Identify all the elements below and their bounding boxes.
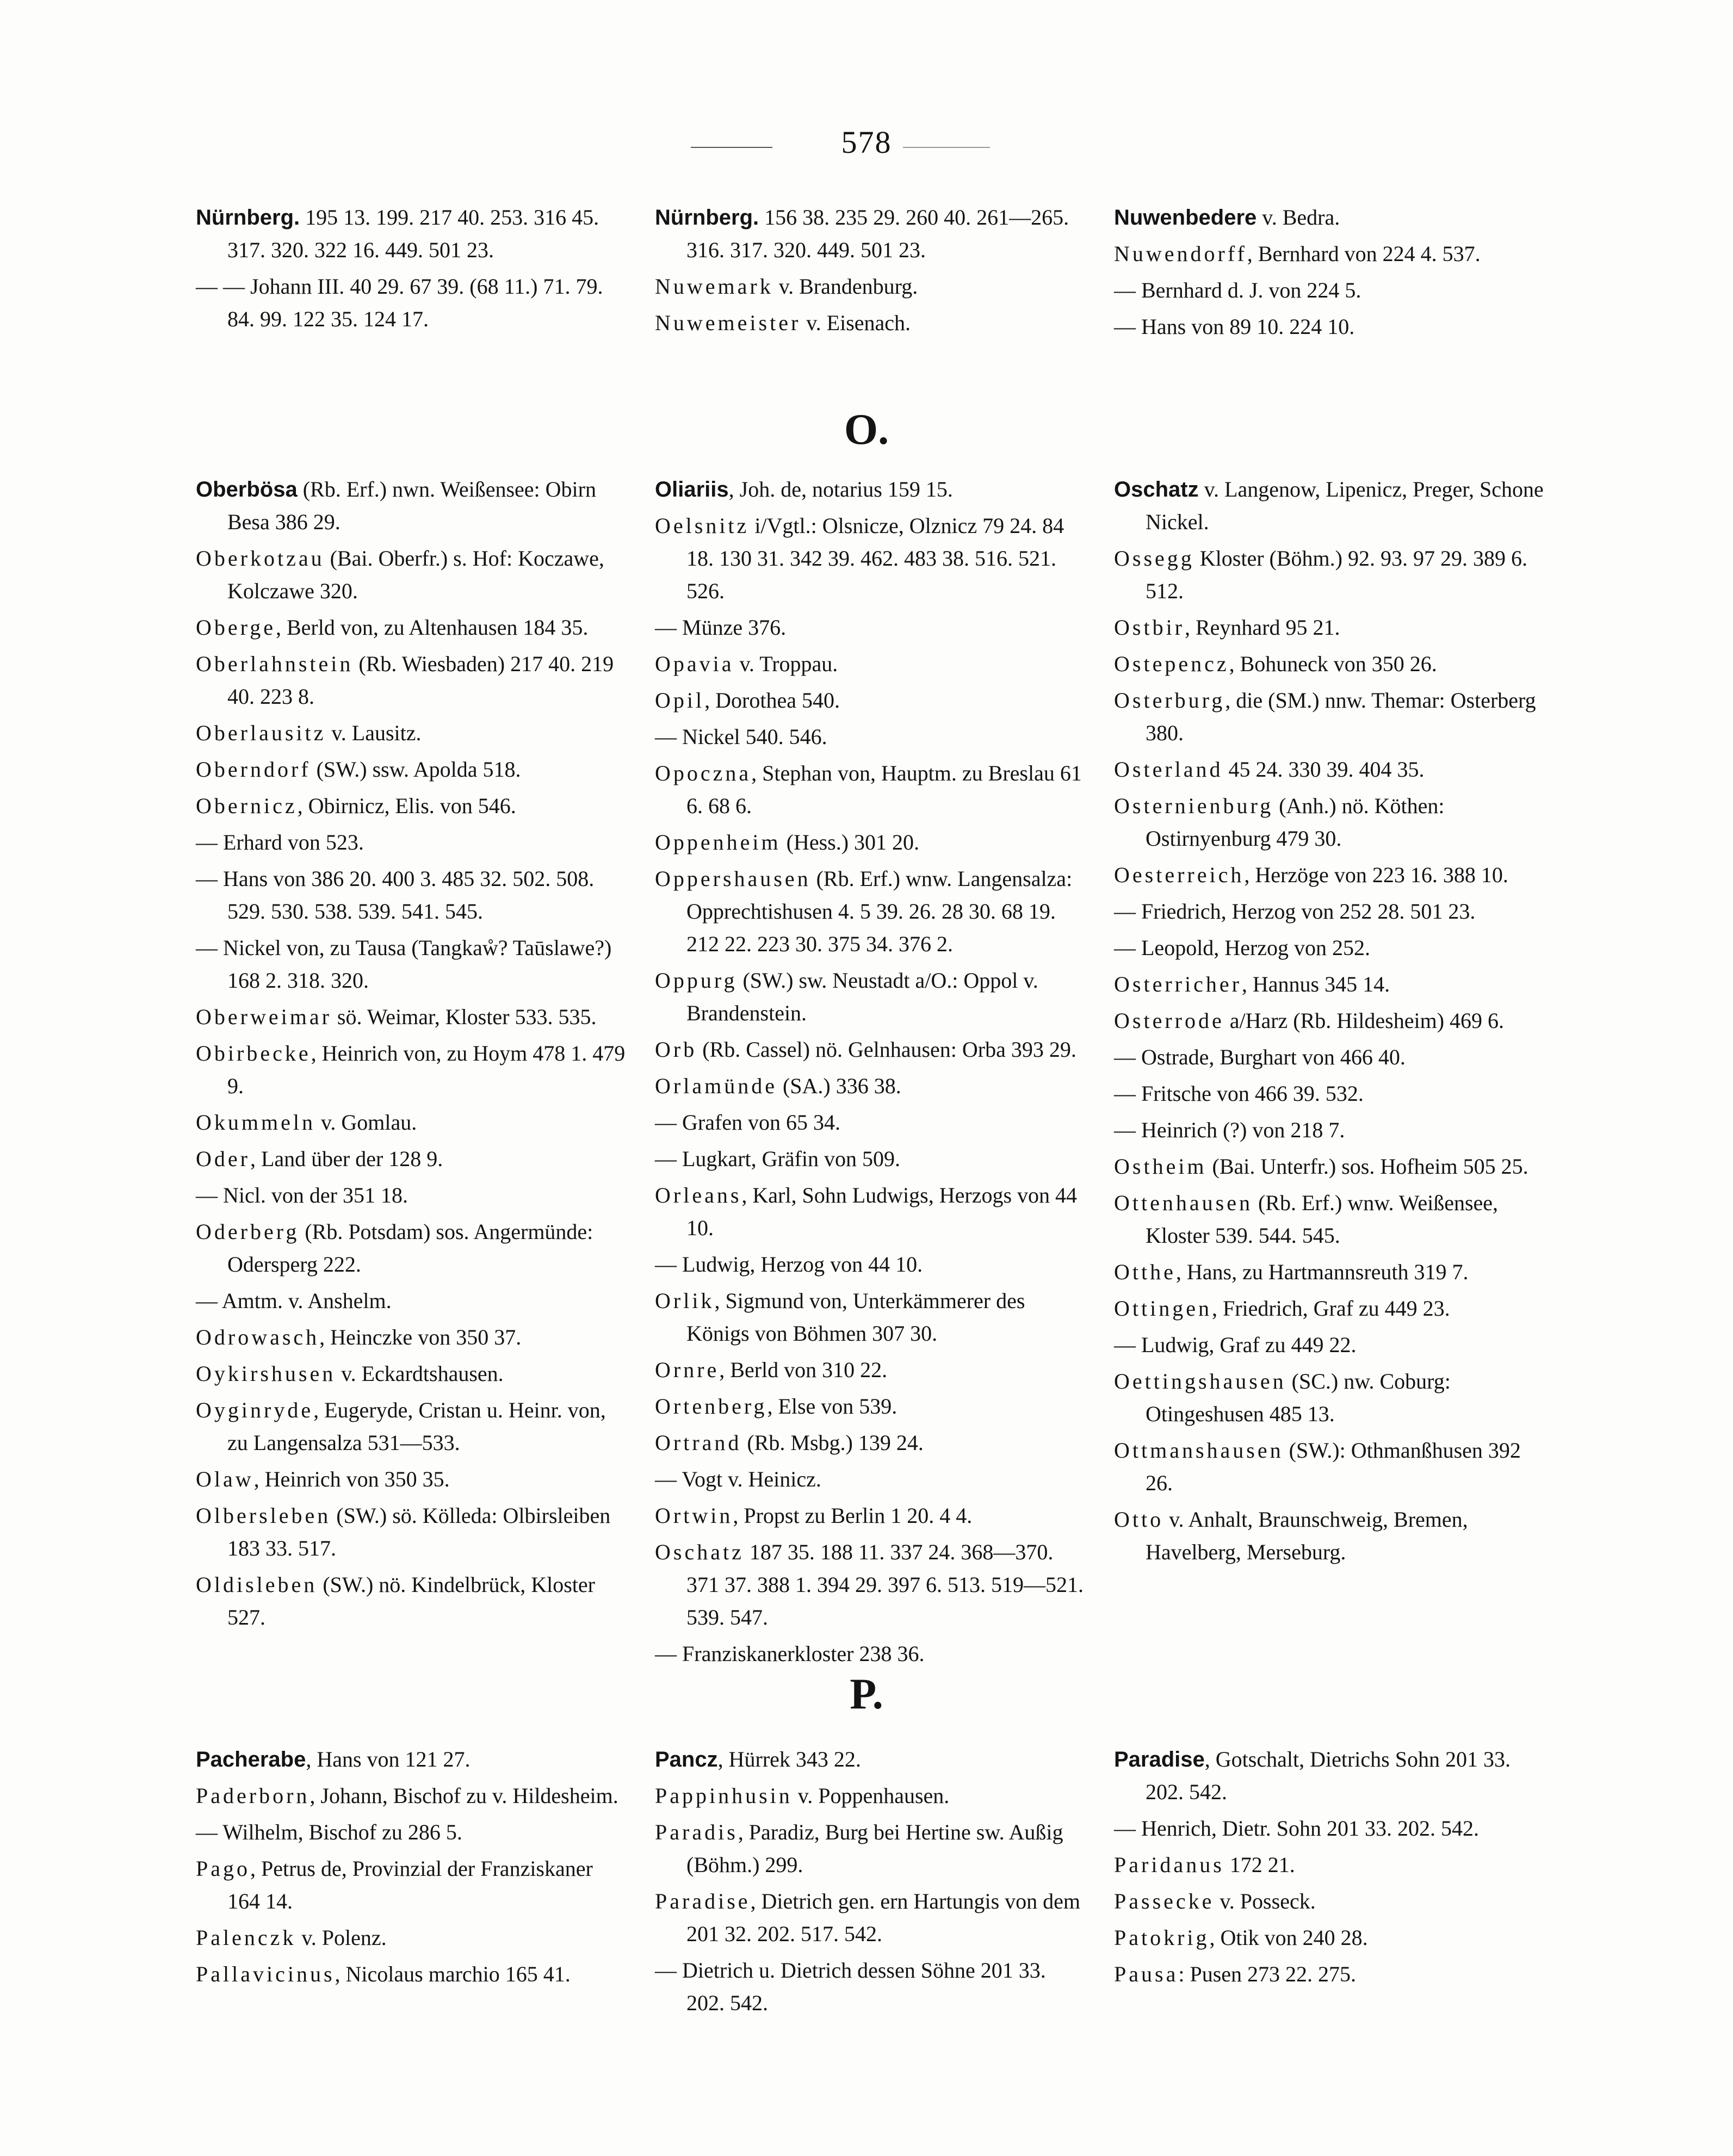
entry-headword: Osterrode (1114, 1008, 1224, 1033)
entry-headword: Opoczna (655, 761, 752, 785)
entry-text: — Henrich, Dietr. Sohn 201 33. 202. 542. (1114, 1816, 1480, 1841)
entry-text: — Heinrich (?) von 218 7. (1114, 1118, 1345, 1142)
index-entry (655, 1033, 1085, 1066)
index-entry (655, 863, 1085, 961)
entry-text: v. Eckardtshausen. (336, 1361, 504, 1386)
entry-text: (SA.) 336 38. (777, 1074, 901, 1098)
index-entry (1114, 611, 1544, 644)
entry-text: (Rb. Erf.) wnw. Langensalza: Opprechtishusen 4. 5 39. 26. 28 30. 68 19. 212 22. 223 30. 375 34. 376 2. (686, 866, 1073, 956)
index-entry (655, 510, 1085, 608)
entry-headword: Oelsnitz (655, 513, 750, 538)
entry-headword: Nuwemark (655, 274, 773, 299)
entry-headword: Patokrig (1114, 1925, 1210, 1950)
entry-text: v. Langenow, Lipenicz, Preger, Schone Nickel. (1146, 477, 1544, 534)
index-entry (1114, 1849, 1544, 1881)
index-entry (196, 611, 626, 644)
column-middle (655, 1743, 1085, 2023)
entry-headword: Pago (196, 1856, 250, 1881)
index-entry (196, 270, 626, 336)
index-entry (196, 1569, 626, 1634)
entry-headword: Oppenheim (655, 830, 781, 854)
index-entry (196, 790, 626, 822)
entry-text: — Grafen von 65 34. (655, 1110, 841, 1135)
entry-text: , Otik von 240 28. (1209, 1925, 1368, 1950)
entry-text: — Dietrich u. Dietrich dessen Söhne 201 33. 202. 542. (655, 1958, 1046, 2015)
index-entry (196, 1179, 626, 1212)
entry-headword: Osternienburg (1114, 794, 1274, 818)
index-entry (196, 1358, 626, 1390)
index-entry (1114, 1077, 1544, 1110)
index-entry (655, 1780, 1085, 1812)
index-entry (196, 648, 626, 713)
index-entry (1114, 274, 1544, 307)
entry-text: — Ostrade, Burghart von 466 40. (1114, 1045, 1406, 1069)
entry-headword: Paradise (1114, 1748, 1205, 1771)
entry-text: , Else von 539. (767, 1394, 898, 1418)
entry-headword: Pausa (1114, 1962, 1179, 1986)
entry-text: , Heinrich von, zu Hoym 478 1. 479 9. (227, 1041, 626, 1098)
index-entry (196, 753, 626, 786)
column-right (1114, 201, 1544, 347)
index-entry (655, 1638, 1085, 1670)
entry-headword: Oder (196, 1147, 250, 1171)
entry-headword: Opavia (655, 652, 734, 676)
page-number: 578 (841, 125, 892, 160)
entry-headword: Ostheim (1114, 1154, 1207, 1179)
entry-headword: Orb (655, 1037, 697, 1062)
entry-text: — Leopold, Herzog von 252. (1114, 935, 1371, 960)
entry-text: , Paradiz, Burg bei Hertine sw. Außig (Böhm.) 299. (686, 1820, 1063, 1877)
entry-headword: Otto (1114, 1507, 1164, 1532)
index-entry (655, 1427, 1085, 1459)
index-entry (655, 473, 1085, 506)
entry-text: : Pusen 273 22. 275. (1178, 1962, 1357, 1986)
entry-text: (SW.) sö. Kölleda: Olbirsleiben 183 33. 517. (227, 1503, 611, 1560)
entry-text: (Bai. Oberfr.) s. Hof: Koczawe, Kolczawe 320. (227, 546, 604, 603)
entry-text: v. Brandenburg. (773, 274, 918, 299)
entry-headword: Obernicz (196, 794, 298, 818)
index-entry (196, 826, 626, 859)
index-entry (196, 1037, 626, 1102)
index-entry (1114, 1329, 1544, 1361)
entry-text: (Rb. Cassel) nö. Gelnhausen: Orba 393 29. (697, 1037, 1076, 1062)
entry-text: — Amtm. v. Anshelm. (196, 1288, 392, 1313)
entry-text: — — Johann III. 40 29. 67 39. (68 11.) 71. 79. 84. 99. 122 35. 124 17. (196, 274, 603, 331)
index-entry (196, 1394, 626, 1459)
index-entry (655, 1500, 1085, 1532)
entry-headword: Oettingshausen (1114, 1369, 1286, 1393)
index-entry (1114, 201, 1544, 234)
entry-headword: Orlik (655, 1288, 715, 1313)
entry-text: , Dietrich gen. ern Hartungis von dem 201 32. 202. 517. 542. (686, 1889, 1081, 1946)
entry-headword: Osterland (1114, 757, 1223, 782)
entry-text: v. Poppenhausen. (792, 1783, 950, 1808)
entry-headword: Oschatz (655, 1540, 744, 1564)
column-left (196, 201, 626, 347)
index-entry (655, 1248, 1085, 1281)
entry-text: v. Troppau. (734, 652, 838, 676)
index-entry (1114, 1292, 1544, 1325)
column-middle (655, 473, 1085, 1674)
entry-text: 187 35. 188 11. 337 24. 368—370. 371 37. 388 1. 394 29. 397 6. 513. 519—521. 539. 547. (686, 1540, 1084, 1630)
entry-text: (SW.) nö. Kindelbrück, Kloster 527. (227, 1572, 595, 1630)
entry-text: 172 21. (1224, 1853, 1295, 1877)
entry-headword: Nuwemeister (655, 311, 801, 335)
column-right (1114, 473, 1544, 1674)
entry-headword: Nürnberg. (196, 206, 300, 230)
entry-headword: Ornre (655, 1358, 720, 1382)
index-entry (655, 1390, 1085, 1423)
entry-headword: Pallavicinus (196, 1962, 335, 1986)
entry-text: — Vogt v. Heinicz. (655, 1467, 821, 1491)
entry-text: v. Lausitz. (326, 721, 422, 745)
entry-headword: Oppurg (655, 968, 738, 993)
entry-headword: Opil (655, 688, 705, 713)
entry-text: , Sigmund von, Unterkämmerer des Königs von Böhmen 307 30. (686, 1288, 1025, 1346)
entry-text: , die (SM.) nnw. Themar: Osterberg 380. (1146, 688, 1536, 745)
entry-text: , Dorothea 540. (704, 688, 840, 713)
entry-text: , Reynhard 95 21. (1185, 615, 1340, 640)
index-entry (196, 542, 626, 608)
entry-text: , Obirnicz, Elis. von 546. (297, 794, 516, 818)
entry-headword: Nürnberg. (655, 206, 759, 230)
column-middle (655, 201, 1085, 347)
index-entry (1114, 1256, 1544, 1288)
entry-headword: Pappinhusin (655, 1783, 793, 1808)
index-entry (655, 684, 1085, 717)
index-entry (655, 1463, 1085, 1496)
entry-headword: Pancz (655, 1748, 718, 1771)
entry-headword: Oberlausitz (196, 721, 326, 745)
entry-text: , Stephan von, Hauptm. zu Breslau 61 6. 68 6. (686, 761, 1082, 818)
entry-text: , Johann, Bischof zu v. Hildesheim. (310, 1783, 618, 1808)
entry-text: — Nickel 540. 546. (655, 724, 827, 749)
entry-text: — Bernhard d. J. von 224 5. (1114, 278, 1361, 302)
entry-text: , Friedrich, Graf zu 449 23. (1211, 1296, 1450, 1321)
index-entry (655, 1070, 1085, 1102)
entry-headword: Pacherabe (196, 1748, 306, 1771)
entry-text: — Friedrich, Herzog von 252 28. 501 23. (1114, 899, 1476, 924)
index-entry (655, 826, 1085, 859)
entry-text: v. Posseck. (1214, 1889, 1316, 1913)
index-entry (1114, 311, 1544, 343)
index-entry (1114, 1150, 1544, 1183)
index-entry (655, 964, 1085, 1030)
entry-headword: Oliariis (655, 478, 729, 501)
entry-text: v. Polenz. (296, 1925, 387, 1950)
index-entry (655, 1816, 1085, 1881)
entry-text: — Nickel von, zu Tausa (Tangkaẘ? Taūslawe?) 168 2. 318. 320. (196, 935, 612, 993)
entry-text: — Ludwig, Herzog von 44 10. (655, 1252, 923, 1277)
entry-headword: Ortwin (655, 1503, 733, 1528)
entry-text: , Hannus 345 14. (1241, 972, 1390, 996)
index-entry (196, 932, 626, 997)
index-entry (1114, 238, 1544, 270)
entry-headword: Oschatz (1114, 478, 1199, 501)
entry-text: — Wilhelm, Bischof zu 286 5. (196, 1820, 462, 1844)
entry-headword: Oykirshusen (196, 1361, 336, 1386)
entry-headword: Paradise (655, 1889, 751, 1913)
entry-text: — Fritsche von 466 39. 532. (1114, 1081, 1364, 1106)
entry-text: sö. Weimar, Kloster 533. 535. (331, 1005, 597, 1029)
entry-text: (SW.) sw. Neustadt a/O.: Oppol v. Brandenstein. (686, 968, 1038, 1025)
section-letter-o: O. (844, 406, 889, 454)
index-entry (655, 1743, 1085, 1776)
entry-headword: Olbersleben (196, 1503, 331, 1528)
index-entry (655, 270, 1085, 303)
index-entry (196, 1922, 626, 1954)
index-entry (1114, 542, 1544, 608)
index-entry (196, 1958, 626, 1991)
entry-text: (Rb. Erf.) wnw. Weißensee, Kloster 539. 544. 545. (1146, 1191, 1499, 1248)
entry-text: , Propst zu Berlin 1 20. 4 4. (733, 1503, 973, 1528)
header-rule-right (903, 147, 990, 148)
index-entry (655, 1143, 1085, 1175)
index-entry (655, 1536, 1085, 1634)
index-entry (1114, 790, 1544, 855)
index-entry (196, 1001, 626, 1033)
entry-text: (Bai. Unterfr.) sos. Hofheim 505 25. (1206, 1154, 1528, 1179)
index-entry (1114, 1812, 1544, 1845)
entry-headword: Oesterreich (1114, 863, 1245, 887)
index-entry (1114, 1365, 1544, 1430)
entry-headword: Ostbir (1114, 615, 1185, 640)
entry-text: 45 24. 330 39. 404 35. (1223, 757, 1425, 782)
entry-headword: Ottingen (1114, 1296, 1212, 1321)
entry-text: v. Bedra. (1257, 205, 1340, 230)
entry-headword: Orlamünde (655, 1074, 777, 1098)
column-left (196, 473, 626, 1674)
entry-headword: Paderborn (196, 1783, 310, 1808)
entry-headword: Oberndorf (196, 757, 311, 782)
entry-text: , Eugeryde, Cristan u. Heinr. von, zu Langensalza 531—533. (227, 1398, 606, 1455)
entry-text: — Hans von 89 10. 224 10. (1114, 314, 1355, 339)
entry-text: , Berld von, zu Altenhausen 184 35. (276, 615, 589, 640)
entry-text: (SC.) nw. Coburg: Otingeshusen 485 13. (1146, 1369, 1451, 1426)
entry-text: v. Anhalt, Braunschweig, Bremen, Havelberg, Merseburg. (1146, 1507, 1468, 1564)
entry-text: Kloster (Böhm.) 92. 93. 97 29. 389 6. 512. (1146, 546, 1527, 603)
index-entry (196, 1321, 626, 1354)
entry-text: 195 13. 199. 217 40. 253. 316 45. 317. 320. 322 16. 449. 501 23. (227, 205, 599, 262)
section-nu (196, 201, 1544, 347)
index-entry (655, 721, 1085, 753)
entry-headword: Osterricher (1114, 972, 1242, 996)
column-left (196, 1743, 626, 2023)
index-entry (655, 648, 1085, 680)
entry-text: , Nicolaus marchio 165 41. (335, 1962, 571, 1986)
index-entry (655, 1954, 1085, 2019)
index-entry (655, 1885, 1085, 1950)
index-entry (196, 1780, 626, 1812)
entry-text: , Bernhard von 224 4. 537. (1247, 241, 1481, 266)
entry-headword: Nuwendorff (1114, 241, 1247, 266)
entry-headword: Oyginryde (196, 1398, 314, 1422)
entry-headword: Ortenberg (655, 1394, 768, 1418)
entry-headword: Oppershausen (655, 866, 811, 891)
entry-headword: Oderberg (196, 1219, 300, 1244)
entry-text: 156 38. 235 29. 260 40. 261—265. 316. 317. 320. 449. 501 23. (686, 205, 1069, 262)
entry-text: — Lugkart, Gräfin von 509. (655, 1147, 901, 1171)
index-entry (196, 473, 626, 538)
entry-text: , Karl, Sohn Ludwigs, Herzogs von 44 10. (686, 1183, 1078, 1240)
index-entry (1114, 895, 1544, 928)
entry-headword: Paradis (655, 1820, 738, 1844)
index-entry (196, 1285, 626, 1317)
section-o (196, 473, 1544, 1674)
entry-headword: Ostepencz (1114, 652, 1229, 676)
entry-headword: Okummeln (196, 1110, 315, 1135)
entry-text: , Bohuneck von 350 26. (1229, 652, 1437, 676)
index-entry (1114, 1005, 1544, 1037)
entry-text: , Land über der 128 9. (250, 1147, 443, 1171)
entry-headword: Oberlahnstein (196, 652, 354, 676)
entry-text: — Hans von 386 20. 400 3. 485 32. 502. 508. 529. 530. 538. 539. 541. 545. (196, 866, 595, 924)
index-entry (655, 307, 1085, 339)
entry-headword: Otthe (1114, 1260, 1176, 1284)
entry-text: , Heinczke von 350 37. (319, 1325, 522, 1349)
entry-text: v. Gomlau. (315, 1110, 417, 1135)
index-entry (1114, 473, 1544, 538)
entry-headword: Osterburg (1114, 688, 1226, 713)
index-entry (196, 1463, 626, 1496)
entry-headword: Obirbecke (196, 1041, 311, 1065)
index-entry (196, 1853, 626, 1918)
entry-text: (SW.): Othmanßhusen 392 26. (1146, 1438, 1521, 1495)
index-entry (1114, 1503, 1544, 1569)
entry-headword: Ottmanshausen (1114, 1438, 1284, 1463)
index-entry (655, 201, 1085, 267)
entry-text: v. Eisenach. (801, 311, 911, 335)
index-entry (1114, 859, 1544, 891)
entry-text: (Anh.) nö. Köthen: Ostirnyenburg 479 30. (1146, 794, 1445, 851)
entry-text: (Hess.) 301 20. (781, 830, 920, 854)
entry-headword: Oberge (196, 615, 276, 640)
column-right (1114, 1743, 1544, 2023)
entry-text: i/Vgtl.: Olsnicze, Olznicz 79 24. 84 18. 130 31. 342 39. 462. 483 38. 516. 521. 526. (686, 513, 1064, 603)
entry-text: , Hans, zu Hartmannsreuth 319 7. (1175, 1260, 1469, 1284)
index-entry (196, 1816, 626, 1849)
index-entry (655, 1285, 1085, 1350)
index-entry (655, 757, 1085, 822)
index-entry (1114, 968, 1544, 1001)
entry-headword: Oberweimar (196, 1005, 332, 1029)
entry-headword: Nuwenbedere (1114, 206, 1257, 230)
entry-text: (SW.) ssw. Apolda 518. (311, 757, 521, 782)
index-entry (196, 1500, 626, 1565)
index-entry (655, 1354, 1085, 1386)
index-entry (196, 1143, 626, 1175)
entry-text: (Rb. Erf.) nwn. Weißensee: Obirn Besa 386 29. (227, 477, 596, 534)
index-entry (1114, 1187, 1544, 1252)
entry-text: a/Harz (Rb. Hildesheim) 469 6. (1224, 1008, 1505, 1033)
entry-text: , Joh. de, notarius 159 15. (728, 477, 953, 501)
entry-headword: Palenczk (196, 1925, 296, 1950)
section-p (196, 1743, 1544, 2023)
entry-text: — Erhard von 523. (196, 830, 364, 854)
index-entry (196, 1743, 626, 1776)
index-entry (196, 863, 626, 928)
index-entry (196, 717, 626, 749)
index-entry (1114, 1743, 1544, 1808)
entry-headword: Odrowasch (196, 1325, 320, 1349)
entry-headword: Oldisleben (196, 1572, 318, 1597)
entry-text: — Nicl. von der 351 18. (196, 1183, 408, 1207)
index-entry (1114, 1958, 1544, 1991)
entry-headword: Ortrand (655, 1430, 742, 1455)
index-entry (196, 1216, 626, 1281)
index-entry (196, 1106, 626, 1139)
index-entry (1114, 1041, 1544, 1074)
entry-text: , Hans von 121 27. (306, 1747, 471, 1771)
entry-text: (Rb. Wiesbaden) 217 40. 219 40. 223 8. (227, 652, 614, 709)
entry-headword: Oberkotzau (196, 546, 325, 571)
entry-text: — Münze 376. (655, 615, 787, 640)
index-entry (1114, 1885, 1544, 1918)
index-entry (655, 1179, 1085, 1244)
index-entry (1114, 932, 1544, 964)
entry-headword: Passecke (1114, 1889, 1215, 1913)
section-letter-p: P. (850, 1670, 883, 1718)
entry-headword: Oberbösa (196, 478, 298, 501)
entry-text: , Heinrich von 350 35. (253, 1467, 450, 1491)
entry-text: , Hürrek 343 22. (717, 1747, 861, 1771)
index-entry (1114, 648, 1544, 680)
entry-headword: Orleans (655, 1183, 742, 1207)
entry-headword: Ossegg (1114, 546, 1194, 571)
entry-text: , Petrus de, Provinzial der Franziskaner 164 14. (227, 1856, 593, 1913)
entry-text: , Berld von 310 22. (719, 1358, 888, 1382)
index-entry (196, 201, 626, 267)
index-entry (655, 1106, 1085, 1139)
entry-text: , Herzöge von 223 16. 388 10. (1244, 863, 1508, 887)
index-entry (1114, 1922, 1544, 1954)
entry-text: — Ludwig, Graf zu 449 22. (1114, 1333, 1357, 1357)
header-rule-left (691, 147, 772, 148)
entry-headword: Ottenhausen (1114, 1191, 1253, 1215)
entry-text: (Rb. Potsdam) sos. Angermünde: Odersperg 222. (227, 1219, 593, 1277)
entry-text: — Franziskanerkloster 238 36. (655, 1641, 925, 1666)
index-entry (1114, 684, 1544, 749)
index-entry (1114, 753, 1544, 786)
entry-text: , Gotschalt, Dietrichs Sohn 201 33. 202. 542. (1146, 1747, 1511, 1804)
index-entry (1114, 1114, 1544, 1147)
entry-text: (Rb. Msbg.) 139 24. (741, 1430, 924, 1455)
index-entry (1114, 1434, 1544, 1500)
index-entry (655, 611, 1085, 644)
entry-headword: Olaw (196, 1467, 254, 1491)
entry-headword: Paridanus (1114, 1853, 1224, 1877)
